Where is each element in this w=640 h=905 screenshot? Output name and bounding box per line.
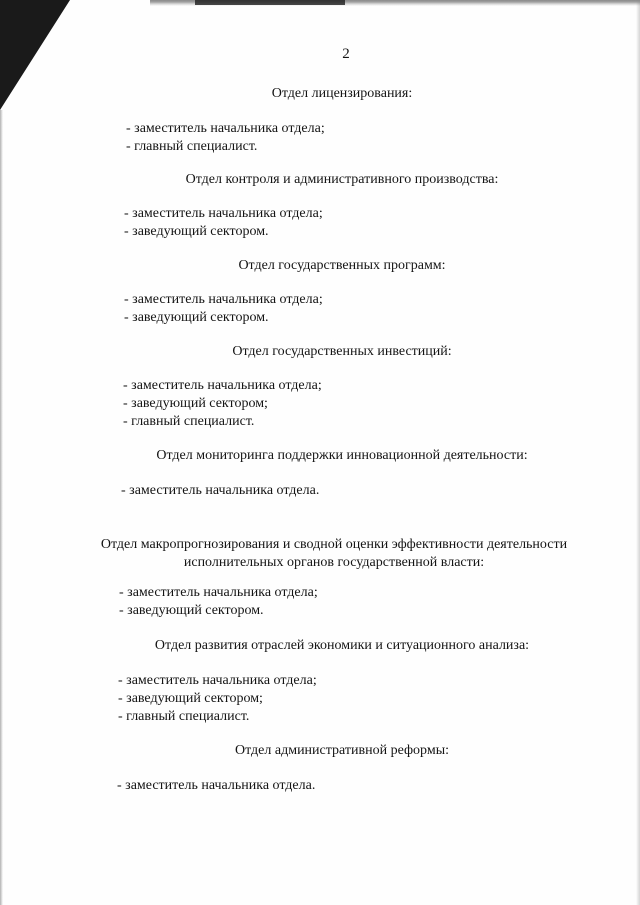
section-heading-macro-forecasting-line1: Отдел макропрогнозирования и сводной оценки эффективности деятельности <box>100 537 568 552</box>
scan-shadow-left <box>0 110 3 905</box>
page-number: 2 <box>342 46 350 62</box>
section-heading-administrative-reform: Отдел административной реформы: <box>235 743 449 758</box>
list-item: - заведующий сектором; <box>123 396 268 411</box>
list-item: - главный специалист. <box>123 414 255 429</box>
list-item: - заместитель начальника отдела; <box>124 206 323 221</box>
list-item: - заведующий сектором. <box>124 224 269 239</box>
section-heading-state-programs: Отдел государственных программ: <box>238 258 446 273</box>
section-heading-licensing: Отдел лицензирования: <box>271 86 413 101</box>
list-item: - заместитель начальника отдела; <box>118 673 317 688</box>
list-item: - заместитель начальника отдела. <box>117 778 316 793</box>
section-heading-innovation-monitoring: Отдел мониторинга поддержки инновационной деятельности: <box>156 448 528 463</box>
list-item: - заместитель начальника отдела; <box>123 378 322 393</box>
list-item: - заместитель начальника отдела; <box>119 585 318 600</box>
list-item: - заместитель начальника отдела; <box>126 121 325 136</box>
section-heading-state-investments: Отдел государственных инвестиций: <box>232 344 452 359</box>
section-heading-economy-sectors: Отдел развития отраслей экономики и ситуационного анализа: <box>154 638 530 653</box>
list-item: - заведующий сектором; <box>118 691 263 706</box>
list-item: - заведующий сектором. <box>124 310 269 325</box>
section-heading-macro-forecasting-line2: исполнительных органов государственной власти: <box>183 555 485 570</box>
list-item: - главный специалист. <box>118 709 250 724</box>
list-item: - заместитель начальника отдела; <box>124 292 323 307</box>
list-item: - главный специалист. <box>126 139 258 154</box>
section-heading-control: Отдел контроля и административного производства: <box>185 172 499 187</box>
scan-shadow-top-dark <box>195 0 345 5</box>
list-item: - заведующий сектором. <box>119 603 264 618</box>
list-item: - заместитель начальника отдела. <box>121 483 320 498</box>
